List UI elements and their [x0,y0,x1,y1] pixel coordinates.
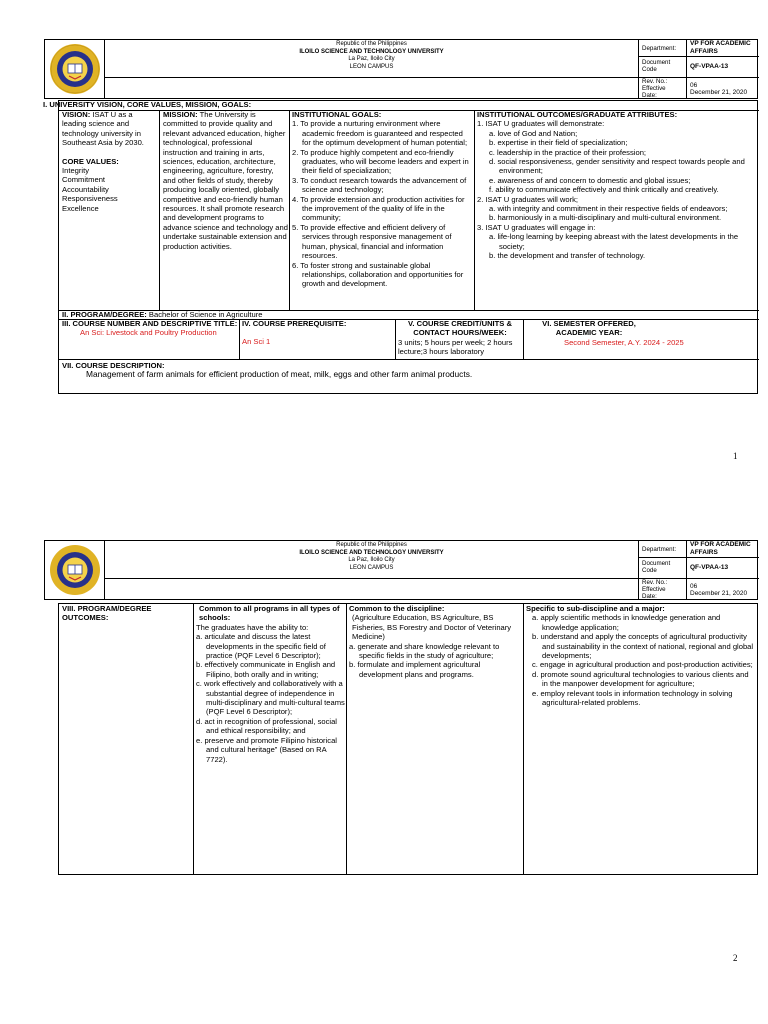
credit-value: 3 units; 5 hours per week; 2 hours lecture;3 hours laboratory [398,337,513,357]
core-value-item: Excellence [62,203,99,213]
core-value-item: Responsiveness [62,194,118,204]
vision-body: ISAT U as a leading science and technology university in Southeast Asia by 2030. [62,110,144,148]
rev-value: 06 [690,583,698,590]
outcome-item: a. life-long learning by keeping abreast with the latest developments in the society; [489,232,739,251]
vision-cell [62,110,154,310]
prerequisite-cell [242,319,394,359]
course-number-label: III. COURSE NUMBER AND DESCRIPTIVE TITLE: [62,319,238,328]
outcomes-list [477,119,757,260]
page-2 [0,500,768,1024]
outcomes-cell [477,110,757,310]
goal-item: 5. To provide effective and efficient delivery of services through responsive management of human, physical, financial and information resources. [292,222,452,261]
rev-label: Rev. No.: [642,78,668,85]
program-value: Bachelor of Science in Agriculture [146,310,263,319]
core-value-item: Integrity [62,166,90,176]
university-name: ILOILO SCIENCE AND TECHNOLOGY UNIVERSITY [299,48,444,55]
description-value: Management of farm animals for efficient production of meat, milk, eggs and other farm animal products. [86,369,473,380]
outcome-item: e. awareness of and concern to domestic and global issues; [489,175,691,185]
core-value-item: Commitment [62,175,106,185]
common-all-list [196,632,346,764]
discipline-item: a. generate and share knowledge relevant to specific fields in the study of agriculture; [349,641,500,661]
semester-value: Second Semester, A.Y. 2024 - 2025 [564,337,684,347]
common-all-label: Common to all programs in all types of schools: [199,604,340,623]
outcome-item: 2. ISAT U graduates will work; [477,194,579,204]
outcome-item: a. love of God and Nation; [489,128,578,138]
semester-cell [526,319,756,359]
vision-label: VISION: [62,110,91,119]
effective-label: Effective Date: [642,586,666,600]
discipline-label: Common to the discipline: [349,604,445,613]
common-all-item: b. effectively communicate in English and Filipino, both orally and in writing; [196,660,336,679]
common-all-item: c. work effectively and collaboratively with a substantial degree of independence in multi-disciplinary and multi-cultural teams (PQF Level 6 Descriptor); [196,679,345,717]
republic-line: Republic of the Philippines [336,41,407,47]
rev-value: 06 [690,82,698,89]
page-number-2: 2 [733,953,738,963]
description-label: VII. COURSE DESCRIPTION: [62,361,165,370]
department-value: VP FOR ACADEMIC AFFAIRS [690,541,751,556]
mission-label: MISSION: [163,110,198,119]
vmg-table [43,100,758,394]
outcome-item: 3. ISAT U graduates will engage in: [477,222,596,232]
document-code-label: Document Code [642,59,671,73]
republic-line: Republic of the Philippines [336,542,407,548]
core-values-label: CORE VALUES: [62,156,119,166]
discipline-intro: (Agriculture Education, BS Agriculture, BS Fisheries, BS Forestry and Doctor of Veterinary Medicine) [352,613,512,642]
outcome-item: 1. ISAT U graduates will demonstrate: [477,119,605,129]
credit-label: V. COURSE CREDIT/UNITS & CONTACT HOURS/WEEK: [408,319,512,338]
program-outcomes-title: VIII. PROGRAM/DEGREE OUTCOMES: [62,604,152,623]
document-code-value: QF-VPAA-13 [690,63,729,70]
university-name: ILOILO SCIENCE AND TECHNOLOGY UNIVERSITY [299,549,444,556]
course-number-value: An Sci: Livestock and Poultry Production [80,328,217,338]
common-all-intro: The graduates have the ability to: [196,622,309,632]
prerequisite-label: IV. COURSE PREREQUISITE: [242,319,347,328]
mission-body: The University is committed to provide quality and relevant advanced education, higher technological, professional instruction and training in arts, sciences, education, architecture, engineering, agriculture, forestry, and other fields of study, thereby producing locally oriented, globally competitive and eco-friendly human resources. It shall promote research and development programs to advance science and technology and undertake sustainable extension and production activities. [163,110,288,251]
outcome-item: b. the development and transfer of technology. [489,251,646,261]
university-address: La Paz, Iloilo City [348,56,395,62]
semester-label: VI. SEMESTER OFFERED, ACADEMIC YEAR: [542,319,636,338]
university-seal-logo [49,43,101,95]
document-code-label: Document Code [642,560,671,574]
outcomes-label: INSTITUTIONAL OUTCOMES/GRADUATE ATTRIBUTES: [477,110,678,119]
outcome-item: f. ability to communicate effectively and think critically and creatively. [489,185,719,195]
credit-cell [398,319,522,359]
effective-value: December 21, 2020 [690,590,748,597]
university-seal-logo [49,544,101,596]
section-1-title: I. UNIVERSITY VISION, CORE VALUES, MISSION, GOALS: [43,100,252,109]
effective-value: December 21, 2020 [690,89,748,96]
university-address: La Paz, Iloilo City [348,557,395,563]
common-all-item: e. preserve and promote Filipino historical and cultural heritage” (Based on RA 7722). [196,735,337,764]
department-label: Department: [642,546,677,553]
outcome-item: c. leadership in the practice of their profession; [489,147,647,157]
department-label: Department: [642,45,677,52]
effective-label: Effective Date: [642,85,666,99]
outcome-item: d. social responsiveness, gender sensitivity and respect towards people and environment; [489,157,745,176]
discipline-item: b. formulate and implement agricultural development plans and programs. [349,660,481,679]
document-code-value: QF-VPAA-13 [690,564,729,571]
campus-name: LEON CAMPUS [349,564,394,571]
page-number-1: 1 [733,451,738,461]
goals-label: INSTITUTIONAL GOALS: [292,110,382,119]
header-university-block [105,40,638,78]
specific-item: b. understand and apply the concepts of agricultural productivity and sustainability in the context of national, regional and global developments; [532,632,754,661]
header-university-block [105,541,638,579]
common-all-item: d. act in recognition of professional, social and ethical responsibility; and [196,716,337,736]
course-number-cell [62,319,240,359]
specific-cell [526,604,756,874]
core-value-item: Accountability [62,184,109,194]
description-cell [62,361,752,393]
outcomes-table [58,603,758,875]
common-all-cell [196,604,346,874]
specific-label: Specific to sub-discipline and a major: [526,604,665,613]
department-value: VP FOR ACADEMIC AFFAIRS [690,40,751,55]
goal-item: 3. To conduct research towards the advancement of science and technology; [292,175,467,195]
outcome-item: a. with integrity and commitment in their respective fields of endeavors; [489,204,728,214]
mission-cell [163,110,288,310]
program-label: II. PROGRAM/DEGREE: [62,310,147,319]
specific-item: a. apply scientific methods in knowledge generation and knowledge application; [532,613,721,632]
goals-cell [292,110,472,310]
document-header-page-2 [44,540,758,600]
goal-item: 4. To provide extension and production activities for the improvement of the quality of life in the community; [292,194,465,223]
specific-item: d. promote sound agricultural technologies to various clients and in the manpower development for agriculture; [532,669,749,689]
outcome-item: b. harmoniously in a multi-disciplinary and multi-cultural environment. [489,213,722,223]
specific-list [526,613,756,707]
specific-item: e. employ relevant tools in information technology in solving agricultural-related problems. [532,688,733,708]
vision-text [62,110,154,148]
goal-item: 6. To foster strong and sustainable global relationships, collaboration and opportunities for growth and development. [292,260,464,289]
document-header [44,39,758,99]
discipline-cell [349,604,521,874]
outcome-item: b. expertise in their field of specialization; [489,138,628,148]
specific-item: c. engage in agricultural production and post-production activities; [532,660,753,670]
goal-item: 1. To provide a nurturing environment where academic freedom is guaranteed and respected for the optimum development of human potential; [292,119,468,148]
goal-item: 2. To produce highly competent and eco-friendly graduates, who will become leaders and expert in their field of specialization; [292,147,469,176]
campus-name: LEON CAMPUS [349,63,394,70]
common-all-item: a. articulate and discuss the latest developments in the specific field of practice (PQF Level 6 Descriptor); [196,632,326,661]
rev-label: Rev. No.: [642,579,668,586]
discipline-list [349,642,521,680]
prerequisite-value: An Sci 1 [242,337,271,347]
goals-list [292,119,472,288]
